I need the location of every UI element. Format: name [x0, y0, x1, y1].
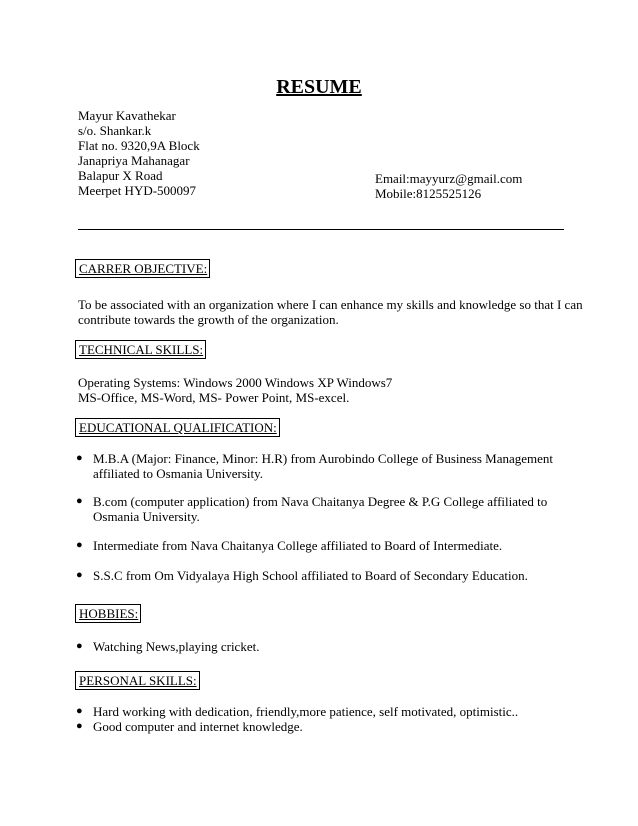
objective-heading: CARRER OBJECTIVE: — [75, 259, 210, 278]
text-line: contribute towards the growth of the organization. — [78, 312, 339, 327]
bullet-icon: ● — [76, 640, 83, 652]
text-line: Osmania University. — [93, 509, 200, 524]
address-line: Flat no. 9320,9A Block — [78, 138, 200, 153]
bullet-icon: ● — [76, 705, 83, 717]
text-line: Good computer and internet knowledge. — [93, 719, 303, 734]
bullet-icon: ● — [76, 452, 83, 464]
education-heading: EDUCATIONAL QUALIFICATION: — [75, 418, 280, 437]
header-divider — [78, 229, 564, 230]
personal-heading: PERSONAL SKILLS: — [75, 671, 200, 690]
text-line: M.B.A (Major: Finance, Minor: H.R) from Aurobindo College of Business Management — [93, 451, 554, 466]
text-line: S.S.C from Om Vidyalaya High School affiliated to Board of Secondary Education. — [93, 568, 528, 583]
objective-text — [78, 297, 583, 327]
bullet-icon: ● — [76, 539, 83, 551]
mobile-text: Mobile:8125525126 — [375, 186, 482, 201]
address-line: Balapur X Road — [78, 168, 163, 183]
resume-title: RESUME — [276, 76, 362, 98]
address-line: s/o. Shankar.k — [78, 123, 152, 138]
text-line: Hard working with dedication, friendly,more patience, self motivated, optimistic.. — [93, 704, 519, 719]
address-block — [78, 108, 200, 198]
contact-block — [375, 171, 522, 201]
technical-text — [78, 375, 568, 405]
text-line: Intermediate from Nava Chaitanya College affiliated to Board of Intermediate. — [93, 538, 503, 553]
hobbies-heading: HOBBIES: — [75, 604, 141, 623]
email-text: Email:mayyurz@gmail.com — [375, 171, 523, 186]
text-line: affiliated to Osmania University. — [93, 466, 264, 481]
address-line: Meerpet HYD-500097 — [78, 183, 197, 198]
technical-heading: TECHNICAL SKILLS: — [75, 340, 206, 359]
address-line: Janapriya Mahanagar — [78, 153, 190, 168]
text-line: Operating Systems: Windows 2000 Windows XP Windows7 — [78, 375, 393, 390]
text-line: B.com (computer application) from Nava Chaitanya Degree & P.G College affiliated to — [93, 494, 548, 509]
text-line: MS-Office, MS-Word, MS- Power Point, MS-excel. — [78, 390, 350, 405]
bullet-icon: ● — [76, 720, 83, 732]
name-line: Mayur Kavathekar — [78, 108, 176, 123]
text-line: To be associated with an organization where I can enhance my skills and knowledge so that I can — [78, 297, 583, 312]
bullet-icon: ● — [76, 569, 83, 581]
text-line: Watching News,playing cricket. — [93, 639, 260, 654]
bullet-icon: ● — [76, 495, 83, 507]
